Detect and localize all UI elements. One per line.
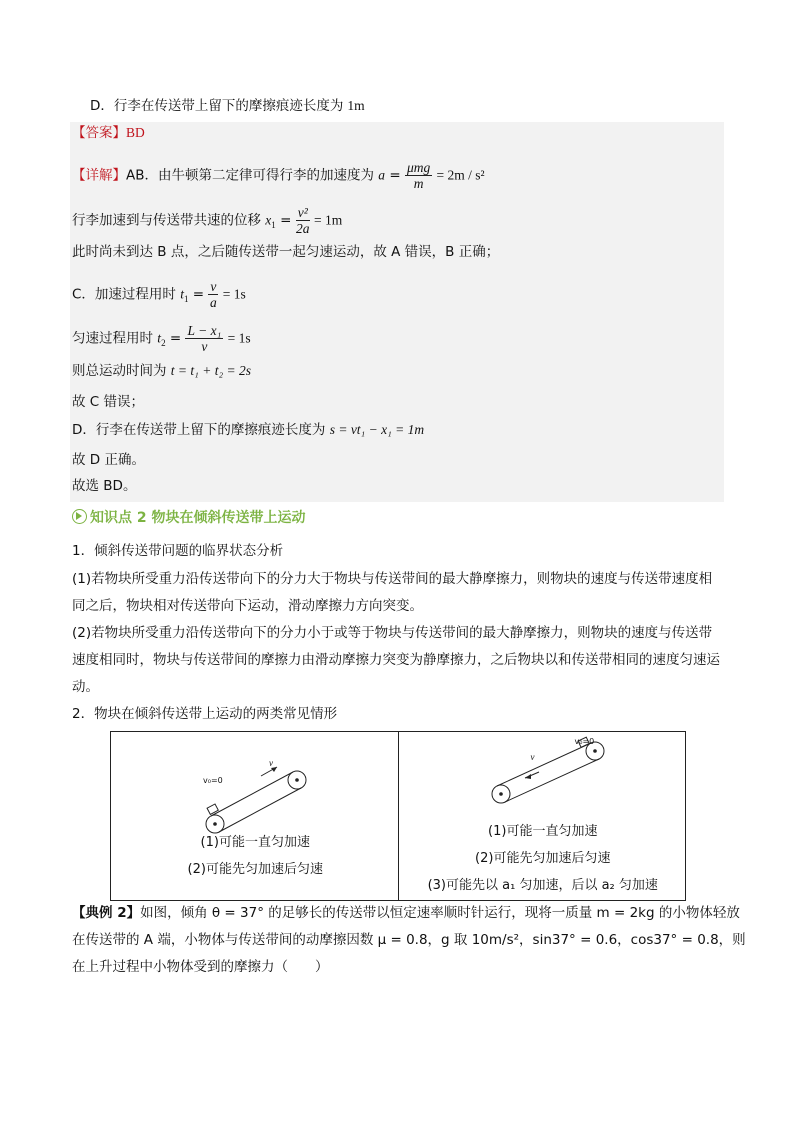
fig-right-cell: v₀=0 v (1)可能一直匀加速 (2)可能先匀加速后匀速 (3)可能先以 a₁ 匀加速，后以 a₂ 匀加速 bbox=[398, 732, 686, 901]
detail-line-6: 则总运动时间为 t = t₁ + t₂ = 2s bbox=[72, 363, 252, 379]
option-d: D．行李在传送带上留下的摩擦痕迹长度为 1m bbox=[90, 98, 365, 114]
detail-line-1: 【详解】AB．由牛顿第二定律可得行李的加速度为 a = $\frac{\text{μmg}}{m}$ = 2m / s² bbox=[72, 160, 485, 191]
fig-left-cell: v₀=0 v (1)可能一直匀加速 (2)可能先匀加速后匀速 bbox=[111, 732, 399, 901]
formula-t2: $\frac{\text{L − x₁}}{v}$ bbox=[187, 323, 222, 354]
detail-line-8: D．行李在传送带上留下的摩擦痕迹长度为 s = vt₁ − x₁ = 1m bbox=[72, 422, 425, 438]
detail-line-3: 此时尚未到达 B 点，之后随传送带一起匀速运动，故 A 错误，B 正确； bbox=[72, 244, 500, 260]
belt-figure-table bbox=[110, 731, 686, 901]
play-circle-icon bbox=[72, 509, 87, 524]
p1-b: (2)若物块所受重力沿传送带向下的分力小于或等于物块与传送带间的最大静摩擦力，则物块的速度与传送带速度相同时，物块与传送带间的摩擦力由滑动摩擦力突变为静摩擦力，之后物块以和传送带相同的速度匀速运动。 bbox=[72, 625, 720, 695]
detail-line-4: C．加速过程用时 $t_1$ = $\frac{v}{a}$ = 1s bbox=[72, 279, 246, 310]
detail-line-2: 行李加速到与传送带共速的位移 $x_1$ = $\frac{\text{v²}}{2a}$ = 1m bbox=[72, 205, 343, 236]
incline-belt-right-diagram bbox=[487, 734, 607, 814]
detail-line-7: 故 C 错误； bbox=[72, 394, 145, 410]
answer-line: 【答案】BD bbox=[72, 125, 145, 141]
example-line-2: 在传送带的 A 端，小物体与传送带间的动摩擦因数 μ = 0.8，g 取 10m/s²，sin37° = 0.6，cos37° = 0.8，则 bbox=[72, 932, 746, 948]
detail-line-5: 匀速过程用时 $t_2$ = $\frac{\text{L − x₁}}{v}$ = 1s bbox=[72, 323, 251, 354]
detail-line-10: 故选 BD。 bbox=[72, 478, 137, 494]
formula-x1: $\frac{\text{v²}}{2a}$ bbox=[295, 205, 310, 236]
example-line-1: 【典例 2】如图，倾角 θ = 37° 的足够长的传送带以恒定速率顺时针运行，现将一质量 m = 2kg 的小物体轻放 bbox=[72, 905, 740, 921]
p1-title: 1．倾斜传送带问题的临界状态分析 bbox=[72, 543, 284, 559]
detail-line-9: 故 D 正确。 bbox=[72, 452, 145, 468]
example-line-3: 在上升过程中小物体受到的摩擦力（ ） bbox=[72, 959, 329, 975]
formula-t1: $\frac{v}{a}$ bbox=[210, 279, 217, 310]
p1-a: (1)若物块所受重力沿传送带向下的分力大于物块与传送带间的最大静摩擦力，则物块的速度与传送带速度相同之后，物块相对传送带向下运动，滑动摩擦力方向突变。 bbox=[72, 571, 713, 614]
section-heading: 知识点 2 物块在倾斜传送带上运动 bbox=[72, 507, 306, 527]
formula-a: $\frac{\text{μmg}}{m}$ bbox=[406, 160, 431, 191]
p2-title: 2．物块在倾斜传送带上运动的两类常见情形 bbox=[72, 706, 338, 722]
